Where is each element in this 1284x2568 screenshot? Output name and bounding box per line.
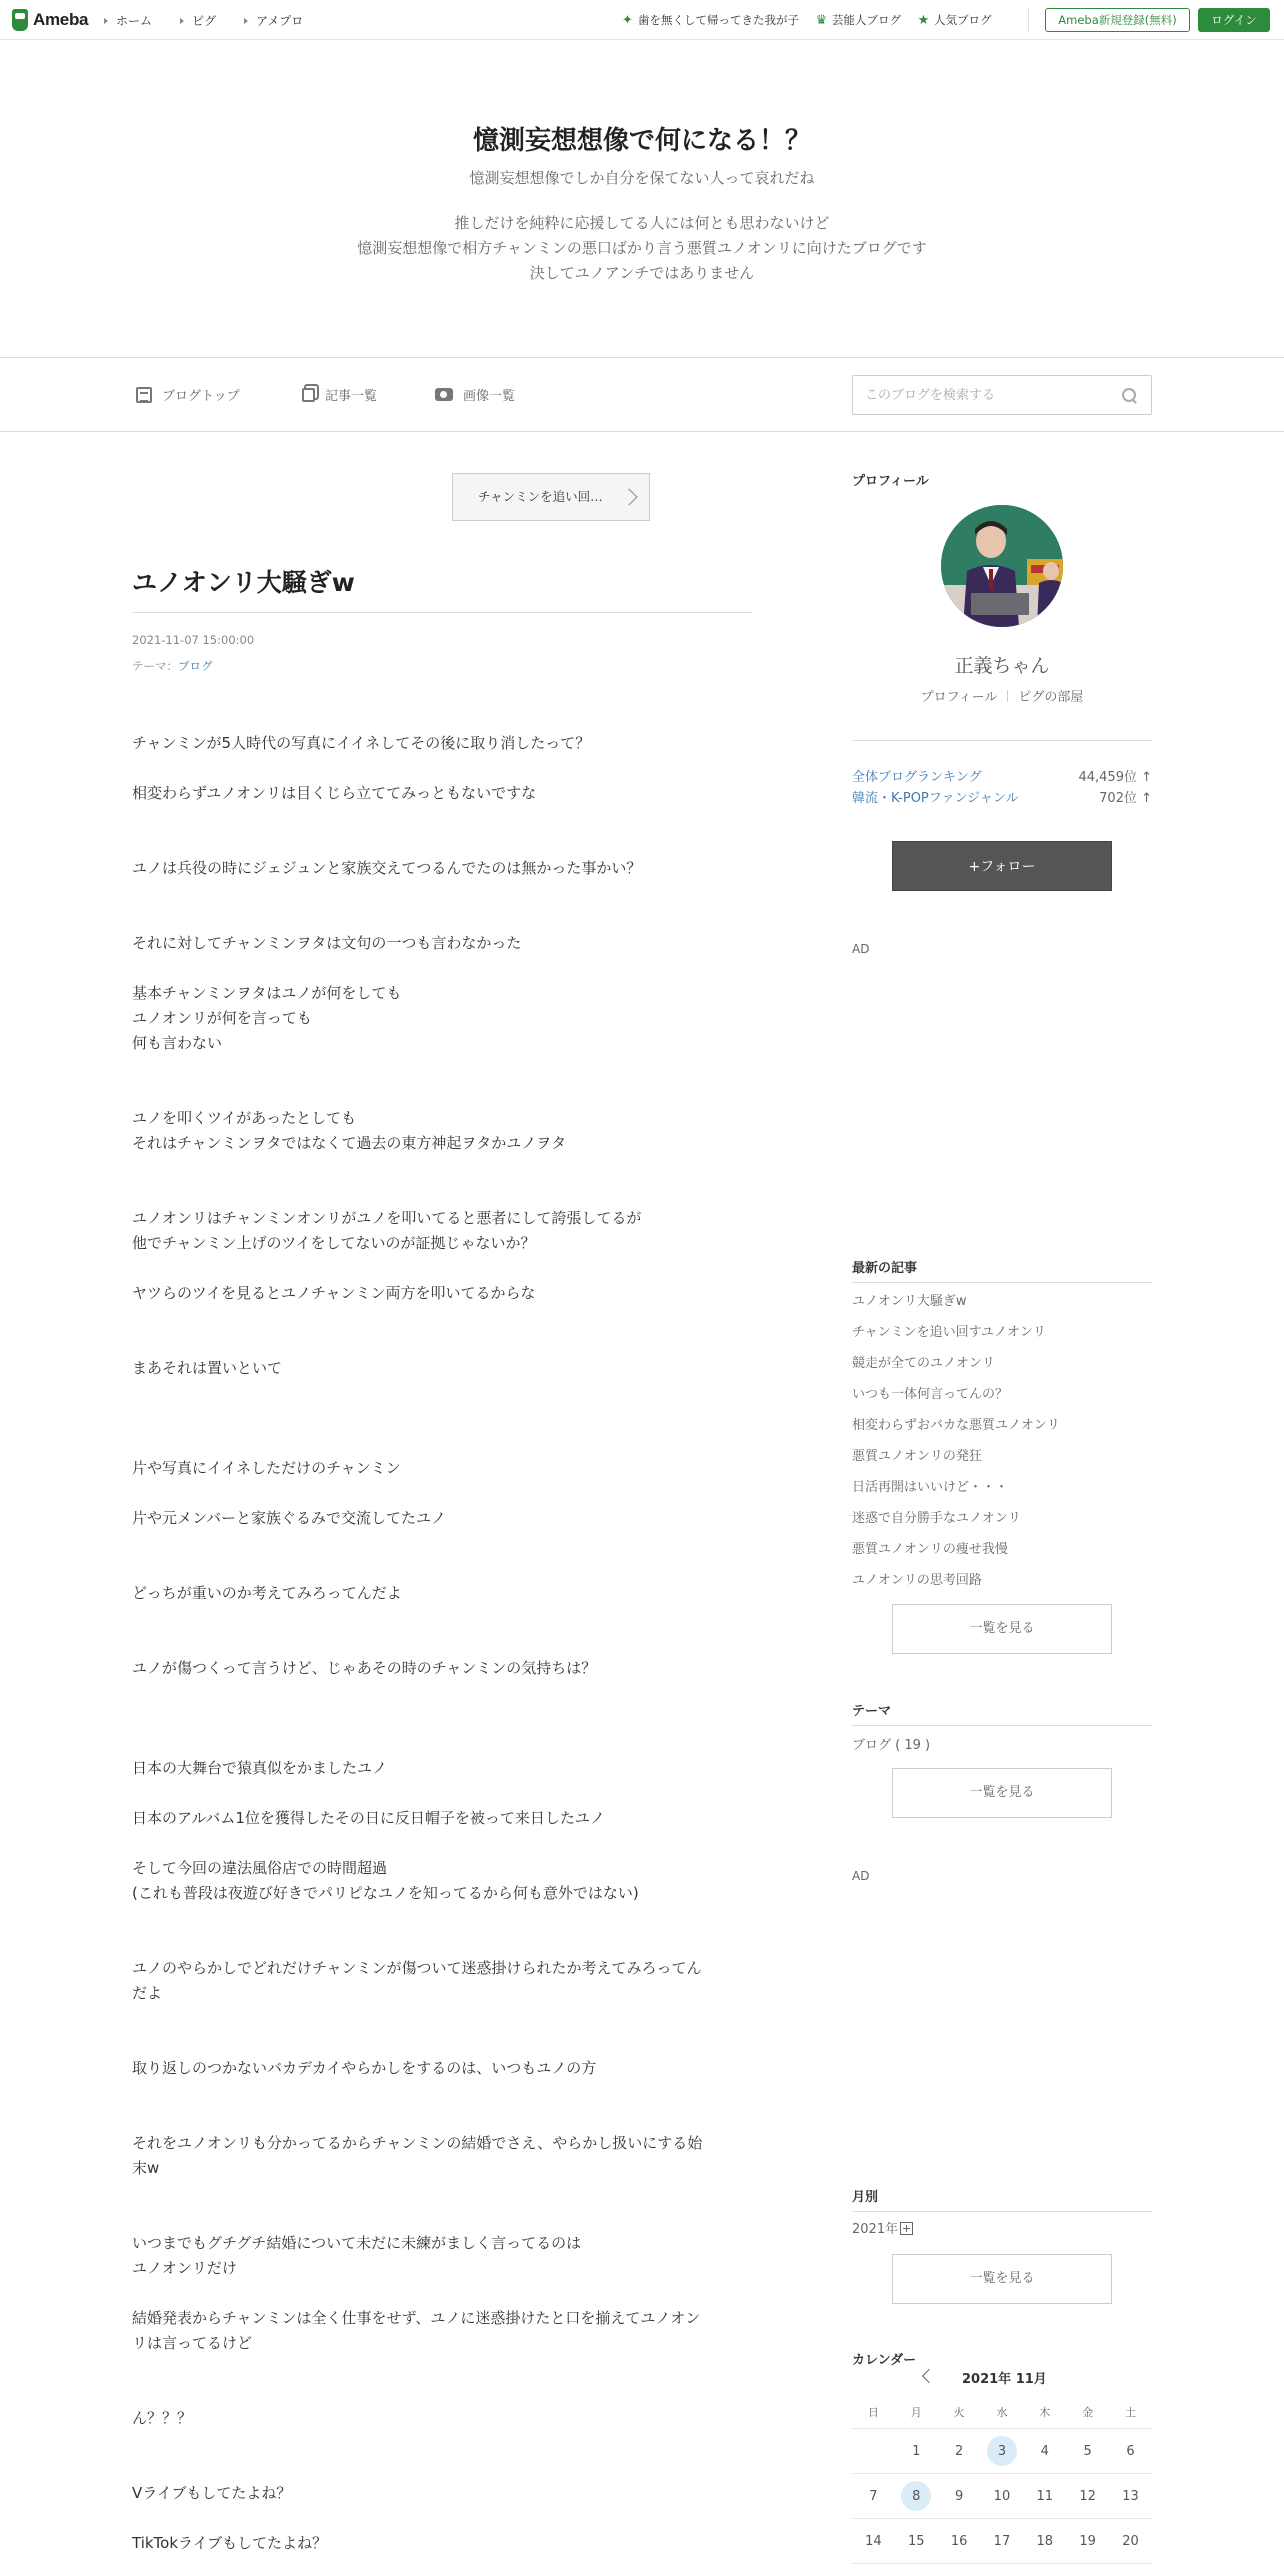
entry-body-line: それに対してチャンミンヲタは文句の一つも言わなかった [132,934,522,952]
divider [1028,8,1029,32]
recent-entry-link[interactable]: 悪質ユノオンリの痩せ我慢 [852,1542,1008,1557]
nav-pigg-label: ピグ [192,14,217,28]
calendar-day: 17 [993,2533,1011,2549]
year-archive-link[interactable] [852,2218,913,2237]
calendar-week-row [852,2429,1152,2474]
entry-body-line: (これも普段は夜遊び好きでパリピなユノを知ってるから何も意外ではない) [132,1884,639,1902]
weekday-label: 木 [1039,2405,1051,2419]
image-list-label: 画像一覧 [463,389,516,404]
featured-blog-label: 歯を無くして帰ってきた我が子 [638,13,799,27]
theme-heading: テーマ [852,1704,892,1719]
nav-pigg[interactable] [180,12,216,29]
triangle-right-icon [180,18,184,24]
triangle-right-icon [104,18,108,24]
divider [852,2211,1152,2212]
weekday-label: 水 [996,2405,1008,2419]
profile-links [852,686,1152,705]
ranking-label[interactable]: 韓流・K-POPファンジャンル [852,791,1019,806]
recent-entry-link[interactable]: 悪質ユノオンリの発狂 [852,1449,982,1464]
ranking-row [852,766,1152,785]
featured-blog-link[interactable] [621,12,799,28]
entry-theme-label: テーマ： [132,659,178,673]
entry-body-line: ユノオンリはチャンミンオンリがユノを叩いてると悪者にして誇張してるが [132,1209,642,1227]
calendar-heading: カレンダー [852,2353,917,2368]
calendar-day-with-entry[interactable] [895,2474,938,2518]
calendar-day: 9 [954,2488,964,2504]
calendar-day-label: 8 [901,2481,931,2511]
calendar-day: 5 [1083,2443,1092,2459]
calendar-day: 11 [1036,2488,1054,2504]
blog-search [852,375,1152,415]
entry-body-line: リは言ってるけど [132,2334,253,2352]
entry-body-line: 他でチャンミン上げのツイをしてないのが証拠じゃないか？ [132,1234,536,1252]
avatar[interactable] [941,505,1063,627]
calendar-day: 2 [954,2443,964,2459]
entry-list-label: 記事一覧 [325,389,378,404]
blog-description-line: 憶測妄想想像で相方チャンミンの悪口ばかり言う悪質ユノオンリに向けたブログです [357,239,927,257]
see-all-themes-button[interactable]: 一覧を見る [892,1768,1112,1818]
ranking-value: 702位 ↑ [1099,791,1152,806]
calendar-day: 13 [1122,2488,1139,2504]
popular-blog-link[interactable] [917,12,992,28]
triangle-right-icon [244,18,248,24]
blog-description-line: 推しだけを純粋に応援してる人には何とも思わないけど [454,214,830,232]
follow-button[interactable]: +フォロー [892,841,1112,891]
blog-top-link[interactable] [136,385,240,404]
entry-body-line: TikTokライブもしてたよね？ [132,2534,328,2552]
profile-name[interactable]: 正義ちゃん [954,655,1050,677]
blog-subtitle: 憶測妄想想像でしか自分を保てない人って哀れだね [469,169,815,187]
recent-entry-link[interactable]: 日活再開はいいけど・・・ [852,1480,1009,1495]
see-all-entries-button[interactable]: 一覧を見る [892,1604,1112,1654]
entry-date: 2021-11-07 15:00:00 [132,633,255,647]
entry-body-line: ん？？？ [132,2409,193,2427]
entry-body-line: 基本チャンミンヲタはユノが何をしても [132,984,402,1002]
weekday-label: 火 [953,2405,965,2419]
recent-entry-link[interactable]: チャンミンを追い回すユノオンリ [852,1325,1046,1340]
ad-label: AD [852,942,870,956]
calendar-day: 19 [1079,2533,1096,2549]
ameba-logo-icon [12,9,28,31]
entry-body-line: それはチャンミンヲタではなくて過去の東方神起ヲタかユノヲタ [132,1134,567,1152]
entry-theme [132,658,213,674]
entry-body-line: それをユノオンリも分かってるからチャンミンの結婚でさえ、やらかし扱いにする始 [132,2134,703,2152]
document-icon [136,387,152,403]
calendar-weekday-row [852,2395,1152,2429]
top-links [621,12,1008,28]
entry-body-line: 片や元メンバーと家族ぐるみで交流してたユノ [132,1509,446,1527]
entry-body-line: Vライブもしてたよね？ [132,2484,292,2502]
blog-top-label: ブログトップ [162,389,240,404]
calendar-week-row [852,2519,1152,2564]
entry-body-line: ユノのやらかしでどれだけチャンミンが傷ついて迷惑掛けられたか考えてみろってん [132,1959,702,1977]
year-label: 2021年 [852,2222,899,2237]
weekday-label: 金 [1082,2405,1094,2419]
chevron-right-icon [621,489,638,506]
theme-item-link[interactable]: ブログ ( 19 ) [852,1738,931,1753]
divider [852,740,1152,741]
ameba-logo[interactable] [12,8,88,32]
divider [132,612,752,613]
crown-icon: ♛ [815,12,828,28]
divider [1007,690,1008,702]
weekday-label: 月 [910,2405,922,2419]
previous-entry-label: チャンミンを追い回… [478,489,603,504]
copy-icon [302,388,315,402]
entry-body-line: ユノは兵役の時にジェジュンと家族交えてつるんでたのは無かった事かい？ [132,859,642,877]
entry-body-line: 結婚発表からチャンミンは全く仕事をせず、ユノに迷惑掛けたと口を揃えてユノオン [132,2309,701,2327]
entry-body-line: 末w [132,2159,160,2177]
blog-description [0,211,1284,286]
global-nav [104,12,331,29]
ameba-logo-text: Ameba [33,10,89,29]
celebrity-blog-link[interactable] [815,12,901,28]
recent-entries-heading: 最新の記事 [852,1261,918,1276]
calendar-day: 18 [1036,2533,1054,2549]
search-icon[interactable] [1122,388,1137,403]
nav-home-label: ホーム [116,14,153,28]
ranking-label[interactable]: 全体ブログランキング [852,770,982,785]
calendar-day: 14 [865,2533,882,2549]
calendar-day: 1 [912,2443,921,2459]
pigg-room-link[interactable]: ピグの部屋 [1018,690,1084,705]
previous-entry-button[interactable] [452,473,650,521]
calendar-day: 12 [1079,2488,1096,2504]
calendar-day: 10 [993,2488,1011,2504]
entry-title[interactable]: ユノオンリ大騒ぎw [132,568,355,597]
entry-body-line: チャンミンが5人時代の写真にイイネしてその後に取り消したって？ [132,734,591,752]
calendar-day: 15 [907,2533,925,2549]
star-icon: ★ [917,12,930,28]
search-input[interactable] [853,376,1103,414]
avatar-image [941,505,1063,627]
calendar-day: 7 [869,2488,878,2504]
calendar-grid [852,2395,1152,2564]
divider [852,1282,1152,1283]
recent-entry-link[interactable]: 迷惑で自分勝手なユノオンリ [852,1511,1021,1526]
celebrity-blog-label: 芸能人ブログ [832,13,901,27]
entry-body-line: だよ [132,1984,163,2002]
ranking-value: 44,459位 ↑ [1078,770,1152,785]
nav-amepro-label: アメプロ [256,14,304,28]
entry-body-line: 何も言わない [132,1034,223,1052]
entry-body-line: いつまでもグチグチ結婚について未だに未練がましく言ってるのは [132,2234,582,2252]
recent-entry-link[interactable]: 相変わらずおバカな悪質ユノオンリ [852,1418,1060,1433]
entry-body-line: ヤツらのツイを見るとユノチャンミン両方を叩いてるからな [132,1284,536,1302]
weekday-label: 土 [1124,2405,1136,2419]
entry-body-line: 日本の大舞台で猿真似をかましたユノ [132,1759,388,1777]
popular-blog-label: 人気ブログ [934,13,992,27]
calendar-day-with-entry[interactable] [981,2429,1024,2473]
expand-plus-icon[interactable] [900,2222,913,2235]
login-button[interactable]: ログイン [1198,8,1270,32]
calendar-day [852,2429,895,2473]
calendar-day: 16 [950,2533,968,2549]
recent-entry-link[interactable]: ユノオンリ大騒ぎw [852,1294,967,1309]
monthly-heading: 月別 [852,2190,879,2205]
ranking-row [852,787,1152,806]
entry-body-line: 取り返しのつかないバカデカイやらかしをするのは、いつもユノの方 [132,2059,597,2077]
green-leaf-icon: ✦ [622,12,633,28]
entry-body-line: ユノを叩くツイがあったとしても [132,1109,357,1127]
see-all-months-button[interactable]: 一覧を見る [892,2254,1112,2304]
entry-body-line: どっちが重いのか考えてみろってんだよ [132,1584,402,1602]
ad-label: AD [852,1869,870,1883]
entry-theme-link[interactable]: ブログ [178,659,213,673]
entry-body-line: 日本のアルバム1位を獲得したその日に反日帽子を被って来日したユノ [132,1809,605,1827]
entry-body-line: 片や写真にイイネしただけのチャンミン [132,1459,401,1477]
weekday-label: 日 [867,2405,879,2419]
top-bar [0,0,1284,40]
nav-amepro[interactable] [244,12,303,29]
calendar-week-row [852,2474,1152,2519]
calendar-day-label: 3 [987,2436,1017,2466]
chevron-left-icon[interactable] [922,2369,936,2383]
calendar-day: 20 [1122,2533,1139,2549]
calendar-day: 6 [1126,2443,1135,2459]
entry-body-line: ユノオンリだけ [132,2259,237,2277]
recent-entry-link[interactable]: 競走が全てのユノオンリ [852,1356,995,1371]
entry-body-line: ユノオンリが何を言っても [132,1009,312,1027]
nav-home[interactable] [104,12,152,29]
register-button[interactable]: Ameba新規登録(無料) [1045,8,1190,32]
blog-title[interactable]: 憶測妄想想像で何になる！？ [472,126,811,156]
profile-link[interactable]: プロフィール [920,690,998,705]
entry-list-link[interactable] [302,385,377,404]
divider [852,1725,1152,1726]
entry-body-line: ユノが傷つくって言うけど、じゃあその時のチャンミンの気持ちは？ [132,1659,597,1677]
profile-heading: プロフィール [852,474,929,489]
image-list-link[interactable] [435,385,515,404]
recent-entry-link[interactable]: いつも一体何言ってんの？ [852,1387,1009,1402]
camera-icon [435,388,453,401]
blog-description-line: 決してユノアンチではありません [529,264,755,282]
calendar-day: 4 [1040,2443,1049,2459]
calendar-month: 2021年 11月 [962,2372,1047,2387]
entry-body-line: 相変わらずユノオンリは目くじら立ててみっともないですな [132,784,537,802]
recent-entry-link[interactable]: ユノオンリの思考回路 [852,1573,982,1588]
entry-body-line: まあそれは置いといて [132,1359,283,1377]
blog-nav [0,357,1284,432]
entry-body-line: そして今回の違法風俗店での時間超過 [132,1859,388,1877]
